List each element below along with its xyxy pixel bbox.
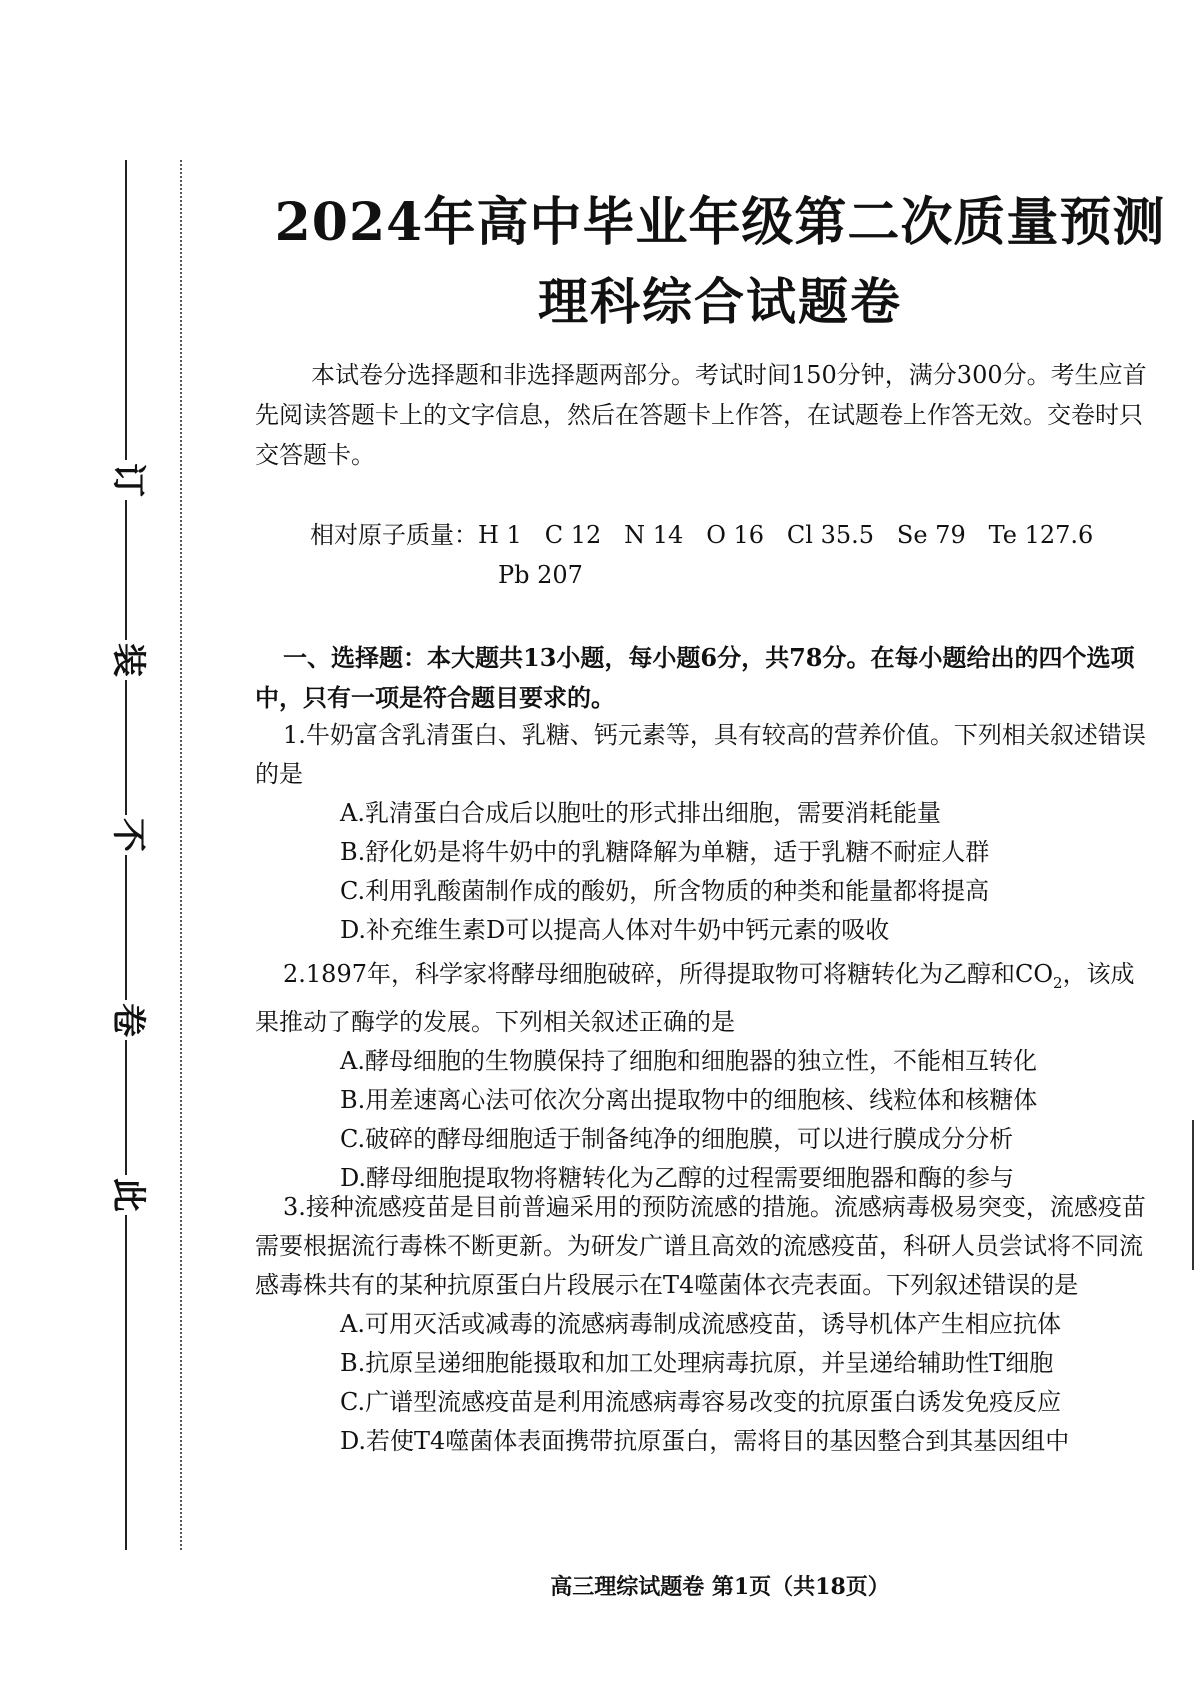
option-c: C.利用乳酸菌制作成的酸奶，所含物质的种类和能量都将提高 (340, 877, 990, 905)
question-stem-part1: 2.1897年，科学家将酵母细胞破碎，所得提取物可将糖转化为乙醇和CO (283, 960, 1054, 988)
atomic-masses (310, 515, 1180, 595)
binding-char: 订 (108, 460, 148, 500)
page-subtitle: 理科综合试题卷 (538, 272, 902, 331)
option-d: D.补充维生素D可以提高人体对牛奶中钙元素的吸收 (340, 916, 890, 944)
option-c: C.广谱型流感疫苗是利用流感病毒容易改变的抗原蛋白诱发免疫反应 (340, 1388, 1062, 1416)
option-d: D.酵母细胞提取物将糖转化为乙醇的过程需要细胞器和酶的参与 (340, 1163, 1015, 1192)
page-title: 2024年高中毕业年级第二次质量预测 (274, 192, 1166, 253)
subscript: 2 (1053, 973, 1063, 992)
option-a: A.酵母细胞的生物膜保持了细胞和细胞器的独立性，不能相互转化 (340, 1046, 1037, 1075)
atomic-masses-line2: Pb 207 (498, 561, 583, 589)
exam-instructions: 本试卷分选择题和非选择题两部分。考试时间150分钟，满分300分。考生应首先阅读答题卡上的文字信息，然后在答题卡上作答，在试题卷上作答无效。交卷时只交答题卡。 (255, 361, 1147, 469)
scan-edge-line (1192, 1120, 1194, 1270)
binding-char: 不 (108, 815, 148, 855)
page-footer: 高三理综试题卷 第1页（共18页） (550, 1574, 890, 1600)
atomic-masses-label: 相对原子质量： (310, 521, 478, 549)
option-b: B.抗原呈递细胞能摄取和加工处理病毒抗原，并呈递给辅助性T细胞 (340, 1349, 1054, 1377)
question-stem: 1.牛奶富含乳清蛋白、乳糖、钙元素等，具有较高的营养价值。下列相关叙述错误的是 (255, 721, 1146, 788)
option-a: A.可用灭活或减毒的流感病毒制成流感疫苗，诱导机体产生相应抗体 (340, 1310, 1061, 1338)
option-c: C.破碎的酵母细胞适于制备纯净的细胞膜，可以进行膜成分分析 (340, 1124, 1014, 1153)
question-3 (255, 1188, 1155, 1461)
option-d: D.若使T4噬菌体表面携带抗原蛋白，需将目的基因整合到其基因组中 (340, 1427, 1070, 1455)
binding-char: 此 (108, 1175, 148, 1215)
option-b: B.舒化奶是将牛奶中的乳糖降解为单糖，适于乳糖不耐症人群 (340, 838, 990, 866)
question-1 (255, 716, 1155, 950)
atomic-masses-line1 (310, 515, 1180, 555)
question-stem: 3.接种流感疫苗是目前普遍采用的预防流感的措施。流感病毒极易突变，流感疫苗需要根据流行毒株不断更新。为研发广谱且高效的流感疫苗，科研人员尝试将不同流感毒株共有的某种抗原蛋白片段展示在T4噬菌体衣壳表面。下列叙述错误的是 (255, 1193, 1146, 1299)
binding-char: 装 (108, 640, 148, 680)
atomic-masses-values: H 1 C 12 N 14 O 16 Cl 35.5 Se 79 Te 127.6 (478, 521, 1094, 549)
option-a: A.乳清蛋白合成后以胞吐的形式排出细胞，需要消耗能量 (340, 799, 941, 827)
option-b: B.用差速离心法可依次分离出提取物中的细胞核、线粒体和核糖体 (340, 1085, 1038, 1114)
binding-line-solid (125, 160, 127, 1550)
question-stem (255, 955, 1155, 1042)
question-2 (255, 955, 1155, 1198)
binding-char: 卷 (108, 1000, 148, 1040)
binding-line-dotted (180, 160, 182, 1550)
question-stem-part2: ，该成果推动了酶学的发展。下列相关叙述正确的是 (255, 960, 1135, 1036)
section-heading: 一、选择题：本大题共13小题，每小题6分，共78分。在每小题给出的四个选项中，只有一项是符合题目要求的。 (255, 643, 1135, 712)
